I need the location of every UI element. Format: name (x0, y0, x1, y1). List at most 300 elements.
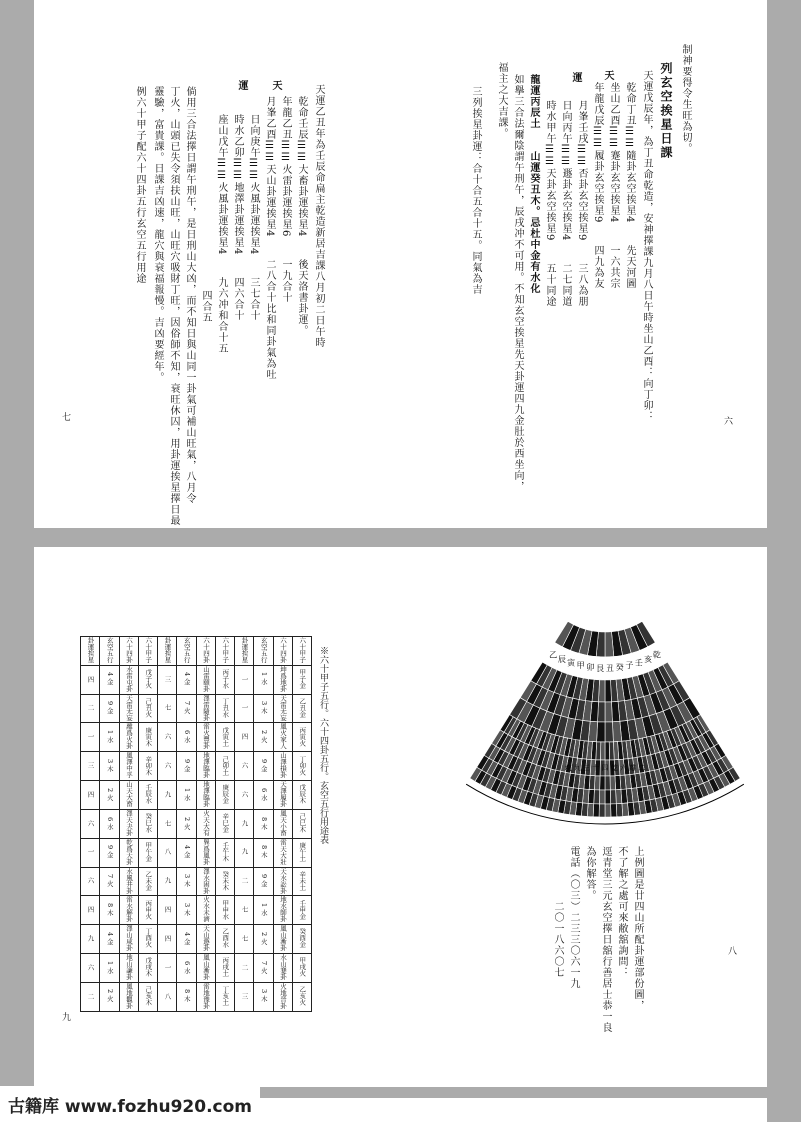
caption-line-4: 電話（〇三）二三三〇六一九 (568, 846, 579, 989)
table-cell (177, 723, 196, 752)
cell-text: 雷天大壯 (279, 838, 288, 865)
table-cell (158, 953, 177, 982)
fan-cell (612, 721, 621, 741)
table-cell (81, 867, 100, 896)
cell-text: 2 火 (182, 816, 191, 830)
cell-text: 七 (163, 819, 172, 827)
table-row (81, 694, 312, 723)
caption-line-1: 不了解之處可來敝舘詢問： (616, 846, 627, 978)
fan-cell (611, 804, 617, 817)
fan-label: 子 (625, 661, 634, 671)
cell-text: 四 (86, 906, 95, 913)
table-cell (138, 723, 157, 752)
table-cell (177, 838, 196, 867)
table-row (81, 809, 312, 838)
cell-text: 六 (163, 762, 172, 769)
cell-text: 3 木 (182, 874, 191, 887)
table-header-cell (196, 637, 215, 666)
table-cell (158, 867, 177, 896)
fan-label: 辰 (557, 654, 566, 664)
cell-text: 天雷无妄 (279, 694, 288, 721)
table-cell (215, 781, 234, 810)
cell-text: 戊戌木 (144, 957, 153, 977)
table-cell (177, 694, 196, 723)
table-header-cell (138, 637, 157, 666)
fan-label: 丑 (605, 663, 614, 673)
cell-text: 四 (240, 733, 249, 740)
cell-text: 7 火 (259, 960, 268, 974)
fan-cell (597, 722, 605, 742)
fan-cell (598, 702, 605, 722)
table-cell (119, 809, 138, 838)
cell-text: 四 (86, 675, 95, 683)
cell-text: 九 (240, 819, 249, 827)
cell-text: 甲申水 (221, 899, 230, 920)
right-line-7: 龍運丙辰土 山運癸丑木。忌杜中金有水化 (528, 74, 539, 294)
table-cell (158, 723, 177, 752)
table-cell (158, 925, 177, 954)
cell-text: 甲戌火 (298, 957, 307, 977)
table-cell (235, 752, 254, 781)
table-cell (100, 982, 119, 1011)
table-cell (81, 723, 100, 752)
table-header-cell (177, 637, 196, 666)
table-cell (177, 867, 196, 896)
cell-text: 六十四卦 (279, 637, 288, 663)
cell-text: 庚辰金 (221, 784, 230, 804)
table-cell (158, 752, 177, 781)
table-cell (292, 867, 311, 896)
cell-text: 3 木 (259, 989, 268, 1003)
table-cell (196, 694, 215, 723)
table-cell (254, 838, 273, 867)
cell-text: 丁酉火 (144, 928, 153, 948)
table-header-cell (81, 637, 100, 666)
cell-text: 9 金 (105, 701, 114, 714)
table-cell (119, 867, 138, 896)
cell-text: 四 (163, 934, 172, 942)
table-cell (196, 953, 215, 982)
table-cell (273, 665, 292, 694)
table-cell (158, 896, 177, 925)
table-cell (100, 665, 119, 694)
caption-line-5: 二〇一八六〇七 (552, 846, 563, 978)
cell-text: 六十甲子 (298, 637, 307, 663)
table-cell (292, 982, 311, 1011)
fan-cell (605, 742, 610, 760)
table-row (81, 723, 312, 752)
fan-cell (605, 722, 613, 742)
table-cell (138, 752, 157, 781)
table-cell (215, 752, 234, 781)
cell-text: 7 火 (105, 874, 114, 887)
cell-text: 一 (240, 704, 249, 711)
cell-text: 8 木 (259, 816, 268, 830)
caption-line-0: 上例圖是廿四山所配卦運部份圖， (632, 846, 643, 1011)
cell-text: 9 金 (105, 845, 114, 859)
cell-text: 九 (86, 934, 95, 942)
cell-text: 戊子火 (144, 669, 153, 689)
table-cell (292, 925, 311, 954)
fan-cell (594, 790, 600, 804)
cell-text: 丙戌土 (221, 957, 230, 977)
cell-text: 6 水 (182, 960, 191, 974)
cell-text: 火天大有 (202, 809, 211, 836)
cell-text: 地山謙卦 (125, 953, 134, 980)
cell-text: 風天小畜 (279, 809, 288, 836)
cell-text: 甲午金 (144, 841, 153, 862)
cell-text: 己亥木 (144, 986, 153, 1006)
table-row (81, 781, 312, 810)
cell-text: 七 (240, 906, 249, 913)
cell-text: 一 (86, 848, 95, 855)
table-cell (158, 665, 177, 694)
cell-text: 4 金 (182, 672, 191, 686)
table-cell (119, 925, 138, 954)
table-cell (196, 925, 215, 954)
table-cell (81, 953, 100, 982)
table-cell (235, 953, 254, 982)
fan-label: 壬 (634, 658, 643, 668)
cell-text: 3 木 (182, 902, 191, 916)
table-cell (273, 809, 292, 838)
cell-text: 辛未土 (298, 870, 307, 891)
cell-text: 2 火 (259, 931, 268, 945)
right-line-0: 天運戊辰年，為丁丑命乾造，安神擇課九月八日午時坐山乙酉：向丁卯： (641, 70, 652, 422)
cell-text: 坤爲地卦 (279, 665, 288, 692)
cell-text: 8 木 (182, 989, 191, 1003)
cell-text: 地水師卦 (279, 896, 288, 923)
cell-text: 癸酉金 (298, 928, 307, 948)
cell-text: 戊寅土 (221, 726, 230, 747)
fan-label: 卯 (586, 663, 595, 672)
table-cell (254, 953, 273, 982)
table-cell (235, 809, 254, 838)
cell-text: 壬辰水 (144, 784, 153, 804)
cell-text: 七 (240, 934, 249, 942)
fan-cell (610, 790, 616, 804)
table-cell (254, 925, 273, 954)
table-cell (81, 838, 100, 867)
cell-text: 二 (86, 704, 95, 711)
right-label-tian: 天 (602, 70, 613, 81)
table-cell (100, 752, 119, 781)
fan-cell (616, 803, 623, 816)
table-cell (138, 694, 157, 723)
cell-text: 九 (163, 790, 172, 798)
right-line-4: 月峯壬戌☰☰否卦玄空挨星9 三八為朋 (576, 100, 587, 308)
cell-text: 澤水困卦 (202, 867, 211, 894)
cell-text: 六 (240, 762, 249, 769)
cell-text: 戊辰木 (298, 784, 307, 804)
table-header-cell (158, 637, 177, 666)
cell-text: 天水訟卦 (279, 867, 288, 894)
cell-text: 2 火 (259, 730, 268, 743)
right-line-2: 坐山乙酉☰☰蹇卦玄空挨星4 一六共宗 (608, 82, 619, 290)
site-watermark (0, 1086, 260, 1122)
table-cell (196, 723, 215, 752)
cell-text: 癸未木 (221, 870, 230, 891)
table-cell (215, 982, 234, 1011)
table-cell (215, 867, 234, 896)
table-cell (254, 752, 273, 781)
table-header-cell (254, 637, 273, 666)
table-cell (81, 809, 100, 838)
left-label-yun: 運 (236, 80, 247, 91)
table-cell (215, 925, 234, 954)
table-cell (138, 925, 157, 954)
left-line-11: 例六十甲子配六十四卦五行玄空五行用途 (134, 86, 145, 284)
table-cell (292, 953, 311, 982)
cell-text: 4 金 (105, 931, 114, 945)
cell-text: 乙丑金 (298, 697, 307, 718)
left-label-tian: 天 (270, 80, 281, 91)
caption-line-2: 逕青堂三元玄空擇日舘行善居士恭一良 (600, 846, 611, 1033)
table-cell (235, 665, 254, 694)
table-row (81, 896, 312, 925)
cell-text: 乙亥火 (298, 986, 307, 1006)
table-cell (292, 694, 311, 723)
cell-text: 地澤臨卦 (202, 752, 211, 779)
table-cell (196, 838, 215, 867)
fan-label: 寅 (567, 658, 576, 668)
left-line-8: 倘用三合法擇日謂午刑午，是日刑山大凶，而不知日與山同一卦氣可補山旺氣，八月令 (184, 86, 195, 504)
table-cell (196, 781, 215, 810)
page-number-7: 七 (62, 413, 72, 423)
table-cell (196, 896, 215, 925)
table-header-cell (119, 637, 138, 666)
table-cell (292, 809, 311, 838)
cell-text: 己丑火 (144, 697, 153, 718)
table-cell (177, 953, 196, 982)
cell-text: 甲子金 (298, 669, 307, 689)
cell-text: 巽爲風卦 (202, 838, 211, 865)
fan-cell (605, 680, 612, 702)
cell-text: 玄空五行 (105, 637, 114, 663)
fan-cell (605, 804, 611, 817)
table-row (81, 665, 312, 694)
table-header-row (81, 637, 312, 666)
cell-text: 乾爲天卦 (125, 838, 134, 865)
cell-text: 壬申金 (298, 899, 307, 920)
fan-label: 癸 (615, 663, 624, 672)
table-cell (158, 694, 177, 723)
table-cell (81, 752, 100, 781)
table-cell (292, 781, 311, 810)
cell-text: 己卯土 (221, 755, 230, 775)
cell-text: 丙申火 (144, 899, 153, 920)
table-cell (254, 694, 273, 723)
cell-text: 地澤臨卦 (202, 781, 211, 808)
table-cell (273, 694, 292, 723)
table-cell (119, 982, 138, 1011)
cell-text: 一 (240, 675, 249, 683)
left-line-9: 丁火，山頭已失令須扶山旺，山旺穴吸財丁旺，因俗師不知，衰旺休囚，用卦運挨星擇日最 (168, 86, 179, 526)
cell-text: 9 金 (259, 874, 268, 887)
cell-text: 九 (163, 877, 172, 884)
cell-text: 癸巳水 (144, 813, 153, 833)
table-cell (81, 925, 100, 954)
cell-text: 九 (240, 848, 249, 855)
cell-text: 己巳木 (298, 813, 307, 833)
table-cell (215, 665, 234, 694)
intro-line: 制神要得令生旺為切。 (680, 44, 691, 154)
table-cell (273, 838, 292, 867)
table-cell (177, 752, 196, 781)
cell-text: 1 水 (259, 672, 268, 686)
cell-text: 二 (86, 992, 95, 999)
table-cell (119, 694, 138, 723)
cell-text: 乙未金 (144, 870, 153, 891)
fan-cell (610, 776, 616, 790)
cell-text: 3 木 (259, 701, 268, 714)
fan-label: 亥 (644, 654, 653, 664)
table-cell (292, 665, 311, 694)
table-cell (273, 723, 292, 752)
cell-text: 六十四卦 (125, 637, 134, 663)
table-cell (292, 723, 311, 752)
cell-text: 卦運挨星 (240, 637, 249, 663)
right-line-6: 時水甲午☰☰天卦玄空挨星9 五十同途 (544, 100, 555, 308)
table-header-cell (215, 637, 234, 666)
cell-text: 庚寅木 (144, 726, 153, 747)
table-cell (158, 781, 177, 810)
cell-text: 乙酉水 (221, 928, 230, 948)
cell-text: 卦運挨星 (163, 637, 172, 663)
cell-text: 澤天夬卦 (125, 809, 134, 836)
watermark-text: 古籍库 www.fozhu920.com (8, 1097, 252, 1117)
table-cell (177, 896, 196, 925)
table-cell (273, 925, 292, 954)
cell-text: 4 金 (105, 672, 114, 686)
cell-text: 7 火 (182, 701, 191, 714)
table-header-cell (273, 637, 292, 666)
cell-text: 火地晉卦 (279, 982, 288, 1009)
table-cell (235, 781, 254, 810)
table-cell (81, 781, 100, 810)
cell-text: 風火家人 (279, 723, 288, 750)
cell-text: 丁卯火 (298, 755, 307, 775)
table-cell (215, 809, 234, 838)
table-cell (100, 896, 119, 925)
cell-text: 六 (86, 963, 95, 971)
right-line-8: 如擧三合法爾陰謂午刑午，辰戌冲不可用。不知玄空挨星先天卦運四九金肚於西坐向， (512, 74, 523, 492)
table-cell (138, 896, 157, 925)
cell-text: 1 水 (259, 902, 268, 916)
fan-cell (599, 804, 605, 817)
left-line-1: 乾命壬辰☰☰大畜卦運挨星4 後天洛書卦運。 (296, 96, 307, 337)
fan-cell (609, 742, 614, 760)
table-cell (100, 953, 119, 982)
left-line-10: 靈驗，富貴課。日課吉凶速，龍穴與衰福報慢。吉凶要經年。 (152, 86, 163, 383)
cell-text: 山澤損卦 (279, 752, 288, 779)
table-cell (177, 809, 196, 838)
table-cell (119, 752, 138, 781)
left-line-4: 日向庚午☰☰火風卦運挨星4 三七合十 (248, 114, 259, 322)
cell-text: 水雷屯卦 (125, 665, 134, 692)
table-cell (254, 896, 273, 925)
fan-outer-text: 坎 九 三 十 四 乾 六 離 二 (564, 764, 646, 772)
table-cell (196, 867, 215, 896)
table-cell (119, 953, 138, 982)
table-cell (215, 838, 234, 867)
right-line-9: 福主之大吉課。 (496, 62, 507, 139)
cell-text: 丁亥土 (221, 986, 230, 1006)
cell-text: 卦運挨星 (86, 637, 95, 663)
right-line-1: 乾命丁丑☰☰隨卦玄空挨星4 先天河圖 (624, 82, 635, 290)
cell-text: 雷地豫卦 (202, 982, 211, 1009)
cycle-table (80, 636, 312, 1012)
table-cell (254, 809, 273, 838)
left-line-0: 天運乙丑年為壬辰命扁主乾造新居吉課八月初二日午時 (313, 84, 324, 348)
table-cell (254, 982, 273, 1011)
cell-text: 玄空五行 (259, 637, 268, 663)
page-number-9: 九 (62, 1013, 72, 1023)
table-header-cell (235, 637, 254, 666)
cell-text: 1 水 (105, 960, 114, 974)
cell-text: 八 (163, 992, 172, 999)
cell-text: 山天大畜 (125, 781, 134, 808)
table-cell (177, 665, 196, 694)
table-cell (273, 752, 292, 781)
cell-text: 離爲火卦 (125, 723, 134, 750)
fan-cell (605, 776, 610, 790)
table-cell (119, 723, 138, 752)
table-cell (177, 781, 196, 810)
cell-text: 雷水解卦 (125, 896, 134, 923)
page-title: 列玄空挨星日課 (659, 62, 673, 160)
cell-text: 丙子水 (221, 669, 230, 689)
table-cell (235, 723, 254, 752)
caption-line-3: 為你解答。 (584, 846, 595, 901)
table-row (81, 752, 312, 781)
table-cell (196, 665, 215, 694)
left-line-2: 年龍乙丑☰☰火雷卦運挨星6 一九合十 (280, 96, 291, 304)
cell-text: 三 (163, 675, 172, 683)
right-line-10: 三列挨星卦運：合十合五合十五。同氣為吉 (470, 86, 481, 295)
table-cell (254, 781, 273, 810)
table-cell (215, 953, 234, 982)
left-line-7: 四合五 (200, 114, 211, 323)
table-cell (196, 752, 215, 781)
table-cell (215, 694, 234, 723)
cell-text: 六十四卦 (202, 637, 211, 663)
cell-text: 9 金 (182, 758, 191, 772)
table-cell (100, 925, 119, 954)
table-header-cell (100, 637, 119, 666)
cell-text: 丁丑水 (221, 697, 230, 718)
cell-text: 六 (163, 733, 172, 740)
cell-text: 七 (163, 704, 172, 711)
table-cell (254, 867, 273, 896)
table-cell (177, 925, 196, 954)
page-number-6: 六 (724, 417, 734, 427)
table-cell (235, 982, 254, 1011)
table-cell (138, 665, 157, 694)
left-line-3: 月峯乙酉☰☰天山卦運挨星4 二八合十比和同卦氣為吐 (264, 96, 275, 381)
table-cell (292, 896, 311, 925)
table-cell (81, 896, 100, 925)
cell-text: 三 (240, 992, 249, 999)
fan-cell (600, 776, 605, 790)
cell-text: 2 火 (105, 787, 114, 801)
fan-label: 乾 (652, 650, 661, 660)
table-cell (235, 867, 254, 896)
cell-text: 山雷頤卦 (202, 665, 211, 692)
table-cell (81, 982, 100, 1011)
cell-text: 二 (240, 877, 249, 884)
cell-text: 雷火豐卦 (202, 723, 211, 750)
